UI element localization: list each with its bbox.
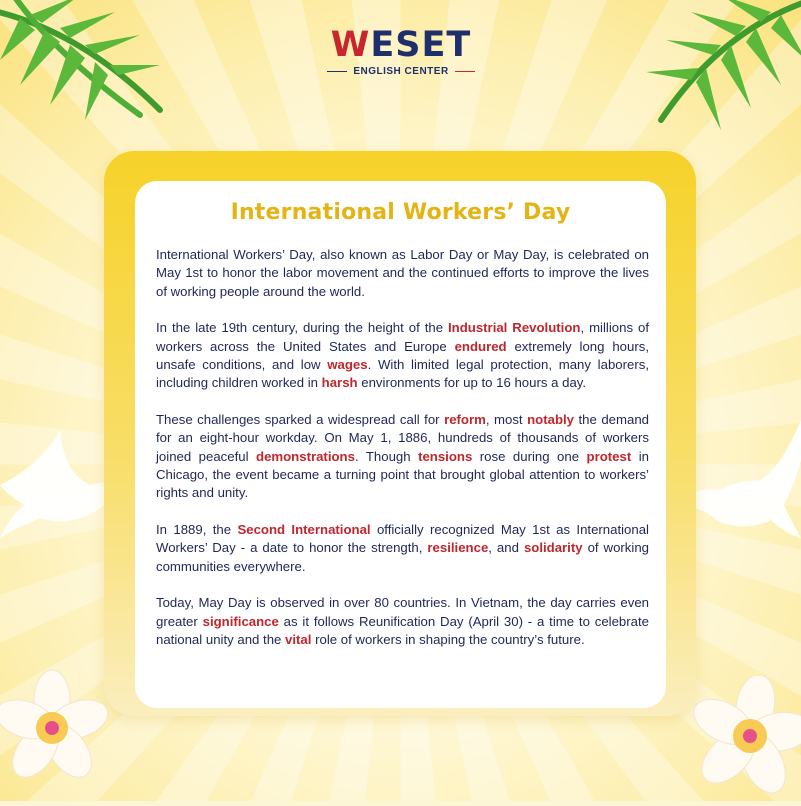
paragraph-text: officially recognized May 1st as International Workers’ Day - a date to honor the strength, — [156, 521, 649, 556]
paragraph-text: in Chicago, the event became a turning point that brought global attention to workers’ rights and unity. — [156, 448, 649, 501]
paragraph-text: , and — [488, 540, 524, 556]
logo-letters: ESET — [370, 25, 472, 65]
plumeria-flower-icon — [685, 676, 801, 806]
paragraph-text: environments for up to 16 hours a day. — [357, 375, 587, 391]
paragraph-text: of working communities everywhere. — [156, 540, 649, 574]
highlighted-term: vital — [285, 631, 312, 647]
paragraph-text: extremely long hours, unsafe conditions, and low — [156, 338, 649, 373]
paragraph-text: International Workers’ Day, also known as Labor Day or May Day, is celebrated on May 1st to honor the labor movement and the continued efforts to improve the lives of working people around the world. — [156, 247, 649, 299]
highlighted-term: harsh — [321, 375, 358, 391]
palm-leaf-icon — [0, 0, 190, 130]
highlighted-term: endured — [454, 338, 507, 354]
palm-leaf-icon — [621, 0, 801, 140]
article-body — [156, 246, 649, 667]
highlighted-term: reform — [444, 411, 486, 427]
highlighted-term: solidarity — [523, 540, 583, 556]
logo-wordmark — [315, 26, 487, 64]
logo-letter-w: W — [330, 25, 371, 65]
page-title: International Workers’ Day — [230, 200, 571, 225]
paragraph-text: rose during one — [472, 448, 587, 464]
paragraph-text: In the late 19th century, during the height of the — [156, 320, 448, 336]
paragraph-text: , millions of workers across the United States and Europe — [156, 320, 649, 354]
paragraph-1 — [156, 246, 649, 301]
plumeria-flower-icon — [0, 668, 112, 788]
paragraph-text: the demand for an eight-hour workday. On May 1, 1886, hundreds of thousands of workers joined peaceful — [156, 411, 649, 464]
highlighted-term: Second International — [237, 521, 371, 537]
paragraph-text: , most — [485, 411, 528, 427]
highlighted-term: demonstrations — [256, 448, 355, 464]
logo-subtitle: ENGLISH CENTER — [353, 66, 449, 77]
paragraph-text: Today, May Day is observed in over 80 countries. In Vietnam, the day carries even greater — [156, 595, 649, 629]
paragraph-text: . With limited legal protection, many laborers, including children worked in — [156, 357, 649, 391]
paragraph-3 — [156, 411, 649, 503]
paragraph-text: . Though — [354, 448, 419, 464]
paragraph-4 — [156, 521, 649, 576]
brand-logo — [315, 26, 487, 82]
logo-subtitle-row — [315, 66, 487, 77]
paragraph-5 — [156, 594, 649, 649]
paragraph-text: as it follows Reunification Day (April 30) - a time to celebrate national unity and the — [156, 613, 649, 647]
highlighted-term: wages — [327, 357, 368, 373]
highlighted-term: Industrial Revolution — [448, 320, 581, 336]
paragraph-2 — [156, 319, 649, 393]
paragraph-text: role of workers in shaping the country’s future. — [311, 631, 585, 647]
divider — [327, 71, 347, 73]
highlighted-term: notably — [527, 411, 574, 427]
paragraph-text: In 1889, the — [156, 521, 238, 537]
paragraph-text: These challenges sparked a widespread call for — [156, 411, 445, 427]
highlighted-term: resilience — [427, 540, 489, 556]
divider — [455, 71, 475, 73]
highlighted-term: tensions — [418, 448, 473, 464]
highlighted-term: significance — [202, 613, 279, 629]
highlighted-term: protest — [586, 448, 632, 464]
